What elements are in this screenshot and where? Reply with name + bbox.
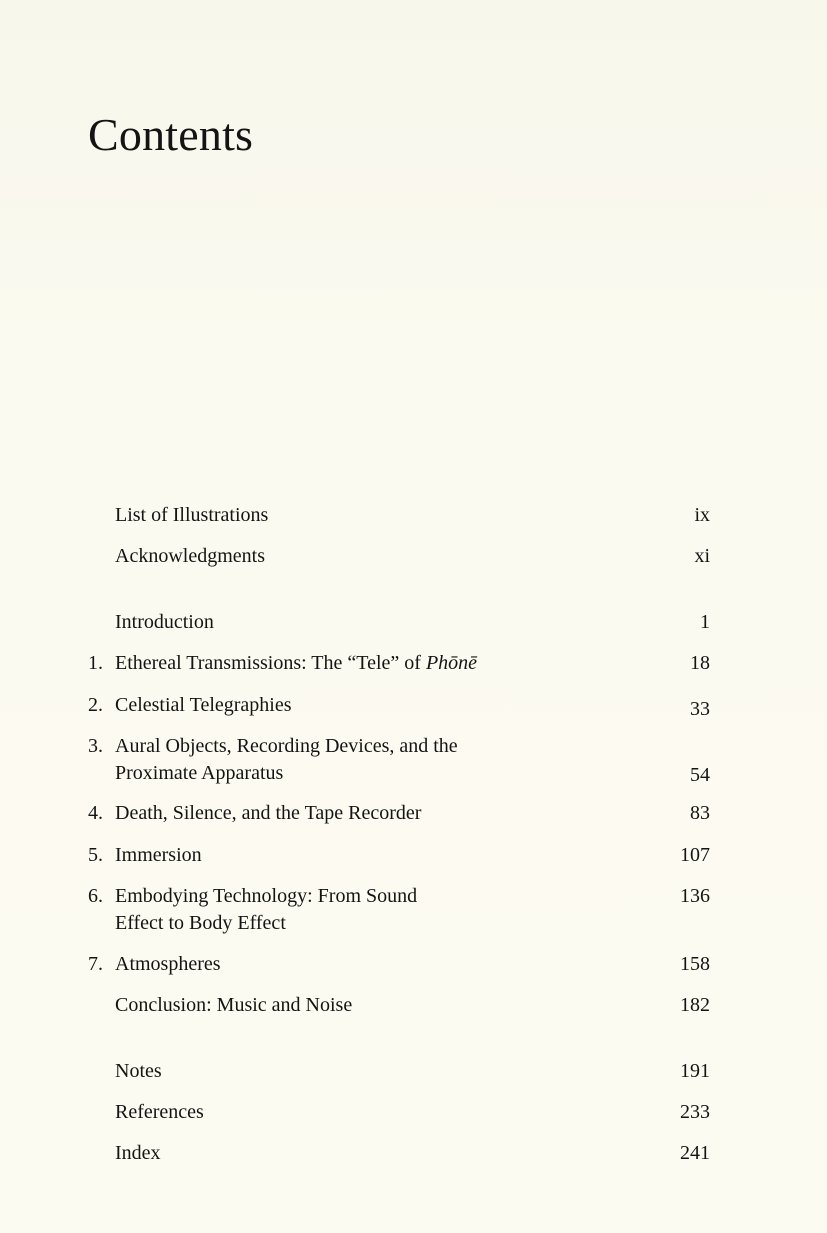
toc-entry-number: 5. <box>88 844 103 866</box>
toc-entry-page: ix <box>694 504 710 526</box>
toc-entry-page: 107 <box>680 844 710 866</box>
toc-entry-page: 83 <box>690 802 710 824</box>
toc-entry-number: 1. <box>88 652 103 674</box>
toc-entry-number: 4. <box>88 802 103 824</box>
toc-entry-label-italic: Phōnē <box>425 652 478 674</box>
toc-entry-label-line-1: Embodying Technology: From Sound <box>115 885 418 907</box>
toc-entry-page: 182 <box>680 994 710 1016</box>
toc-entry-label-line-2: Effect to Body Effect <box>115 912 286 934</box>
toc-entry-label: References <box>115 1101 204 1123</box>
toc-entry-page: 136 <box>680 885 710 907</box>
toc-entry-page: 241 <box>680 1142 710 1164</box>
toc-entry-page: 18 <box>690 652 710 674</box>
toc-entry-label: List of Illustrations <box>115 504 269 526</box>
toc-entry-label: Acknowledgments <box>115 545 265 567</box>
toc-entry-page: xi <box>694 545 710 567</box>
toc-entry-number: 2. <box>88 694 103 716</box>
toc-entry-label: Conclusion: Music and Noise <box>115 994 353 1016</box>
toc-entry-page: 54 <box>690 764 710 786</box>
toc-entry-label: Immersion <box>115 844 202 866</box>
toc-entry-label: Death, Silence, and the Tape Recorder <box>115 802 422 824</box>
toc-entry-label-line-1: Aural Objects, Recording Devices, and the <box>115 735 458 757</box>
toc-entry-label: Index <box>115 1142 161 1164</box>
toc-entry-number: 3. <box>88 735 103 757</box>
toc-entry-label: Celestial Telegraphies <box>115 694 292 716</box>
toc-entry-page: 233 <box>680 1101 710 1123</box>
toc-entry-label <box>115 650 585 677</box>
toc-entry-label-line-2: Proximate Apparatus <box>115 762 284 784</box>
toc-entry-page: 33 <box>690 698 710 720</box>
toc-entry-page: 158 <box>680 953 710 975</box>
toc-entry-number: 7. <box>88 953 103 975</box>
toc-entry-label: Notes <box>115 1060 162 1082</box>
toc-entry-number: 6. <box>88 885 103 907</box>
toc-entry-label-text: Ethereal Transmissions: The “Tele” of <box>115 652 426 674</box>
page-title: Contents <box>88 109 254 160</box>
toc-entry-label: Introduction <box>115 611 214 633</box>
toc-entry-page: 1 <box>700 611 710 633</box>
toc-entry-label: Atmospheres <box>115 953 221 975</box>
toc-entry-page: 191 <box>680 1060 710 1082</box>
